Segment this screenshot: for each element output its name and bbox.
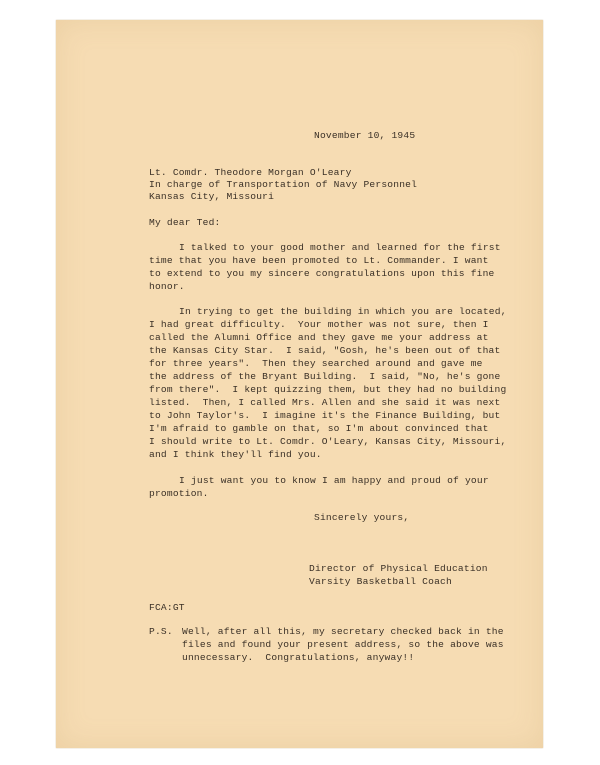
addressee-city: Kansas City, Missouri (149, 191, 275, 202)
letter-page (56, 20, 543, 748)
paragraph-2-line: called the Alumni Office and they gave me your address at (149, 332, 489, 343)
closing: Sincerely yours, (314, 512, 410, 523)
postscript-line: files and found your present address, so the above was (182, 639, 504, 650)
signature-role: Varsity Basketball Coach (309, 576, 452, 587)
typist-initials: FCA:GT (149, 602, 185, 613)
salutation: My dear Ted: (149, 217, 221, 228)
letter-date: November 10, 1945 (314, 130, 416, 141)
paragraph-2-line: the Kansas City Star. I said, "Gosh, he's been out of that (149, 345, 501, 356)
paragraph-2-line: from there". I kept quizzing them, but they had no building (149, 384, 507, 395)
postscript-label: P.S. (149, 626, 173, 637)
addressee-title: In charge of Transportation of Navy Personnel (149, 179, 418, 190)
paragraph-3-line: promotion. (149, 488, 209, 499)
paragraph-2-line: listed. Then, I called Mrs. Allen and she said it was next (149, 397, 501, 408)
paragraph-2-line: for three years". Then they searched around and gave me (149, 358, 483, 369)
paragraph-2-line: the address of the Bryant Building. I said, "No, he's gone (149, 371, 501, 382)
paragraph-2-line: and I think they'll find you. (149, 449, 322, 460)
signature-title: Director of Physical Education (309, 563, 488, 574)
paragraph-2-line: In trying to get the building in which you are located, (179, 306, 507, 317)
paragraph-1-line: honor. (149, 281, 185, 292)
paragraph-1-line: to extend to you my sincere congratulations upon this fine (149, 268, 495, 279)
paragraph-2-line: I had great difficulty. Your mother was not sure, then I (149, 319, 489, 330)
paragraph-3-line: I just want you to know I am happy and proud of your (179, 475, 489, 486)
postscript-line: unnecessary. Congratulations, anyway!! (182, 652, 415, 663)
paragraph-2-line: I should write to Lt. Comdr. O'Leary, Kansas City, Missouri, (149, 436, 507, 447)
paragraph-1-line: time that you have been promoted to Lt. Commander. I want (149, 255, 489, 266)
postscript-line: Well, after all this, my secretary checked back in the (182, 626, 504, 637)
paragraph-1-line: I talked to your good mother and learned for the first (179, 242, 501, 253)
addressee-name: Lt. Comdr. Theodore Morgan O'Leary (149, 167, 352, 178)
paragraph-2-line: to John Taylor's. I imagine it's the Finance Building, but (149, 410, 501, 421)
paragraph-2-line: I'm afraid to gamble on that, so I'm about convinced that (149, 423, 489, 434)
